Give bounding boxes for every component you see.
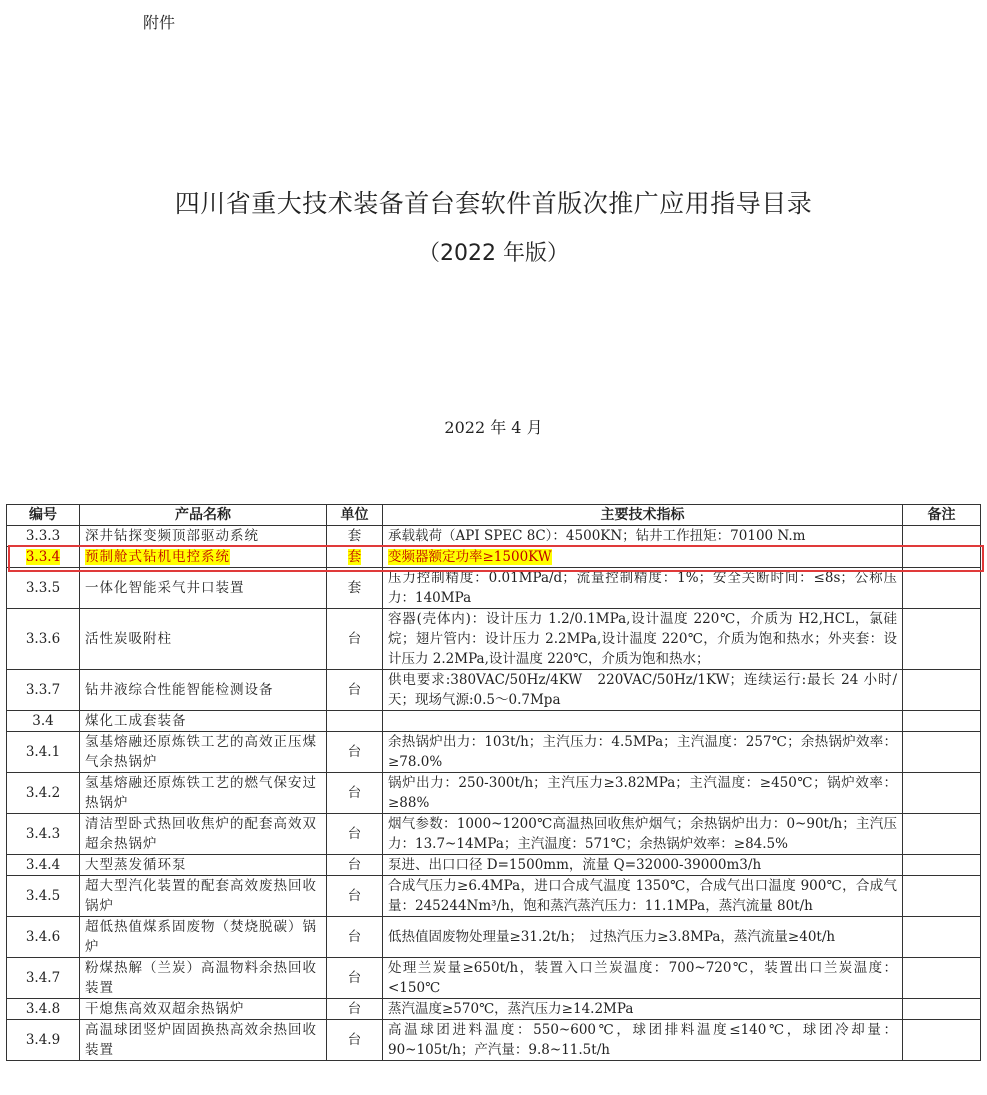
column-header-remarks: 备注 (903, 505, 981, 526)
cell-number: 3.4.1 (7, 732, 80, 773)
cell-number: 3.3.7 (7, 670, 80, 711)
cell-number: 3.4.2 (7, 773, 80, 814)
cell-product-name: 一体化智能采气井口装置 (80, 568, 327, 609)
cell-product-name: 氢基熔融还原炼铁工艺的燃气保安过热锅炉 (80, 773, 327, 814)
cell-remarks (903, 958, 981, 999)
cell-number: 3.4.5 (7, 876, 80, 917)
cell-remarks (903, 670, 981, 711)
cell-unit: 台 (327, 732, 383, 773)
table-row (7, 814, 981, 855)
cell-number: 3.3.3 (7, 526, 80, 547)
table-row (7, 855, 981, 876)
catalog-table (6, 504, 981, 1061)
cell-unit (327, 711, 383, 732)
cell-product-name: 超低热值煤系固废物（焚烧脱碳）锅炉 (80, 917, 327, 958)
cell-unit: 套 (327, 526, 383, 547)
cell-tech-spec: 烟气参数：1000~1200℃高温热回收焦炉烟气；余热锅炉出力：0~90t/h；主汽压力：13.7~14MPa；主汽温度：571℃；余热锅炉效率：≥84.5% (383, 814, 903, 855)
cell-remarks (903, 999, 981, 1020)
highlighted-text: 套 (347, 549, 362, 565)
cell-tech-spec: 泵进、出口口径 D=1500mm，流量 Q=32000-39000m3/h (383, 855, 903, 876)
cell-unit (327, 547, 383, 568)
cell-tech-spec: 锅炉出力：250-300t/h；主汽压力≥3.82MPa；主汽温度：≥450℃；锅炉效率：≥88% (383, 773, 903, 814)
table-row (7, 568, 981, 609)
cell-tech-spec: 蒸汽温度≥570℃，蒸汽压力≥14.2MPa (383, 999, 903, 1020)
cell-remarks (903, 1020, 981, 1061)
cell-unit: 台 (327, 670, 383, 711)
cell-tech-spec (383, 711, 903, 732)
cell-number: 3.4.4 (7, 855, 80, 876)
cell-tech-spec: 高温球团进料温度：550~600℃，球团排料温度≤140℃，球团冷却量：90~105t/h；产汽量：9.8~11.5t/h (383, 1020, 903, 1061)
cell-remarks (903, 526, 981, 547)
cell-number: 3.4.7 (7, 958, 80, 999)
cell-number: 3.3.5 (7, 568, 80, 609)
cell-remarks (903, 814, 981, 855)
highlighted-text: 预制舱式钻机电控系统 (85, 549, 230, 565)
cell-remarks (903, 711, 981, 732)
edition-label: （2022 年版） (418, 241, 569, 266)
cell-tech-spec: 供电要求:380VAC/50Hz/4KW 220VAC/50Hz/1KW；连续运行:最长 24 小时/天；现场气源:0.5～0.7Mpa (383, 670, 903, 711)
table-row (7, 876, 981, 917)
column-header-tech-spec: 主要技术指标 (383, 505, 903, 526)
cell-number (7, 547, 80, 568)
cell-number: 3.4.3 (7, 814, 80, 855)
cell-tech-spec: 承载载荷（API SPEC 8C）：4500KN；钻井工作扭矩：70100 N.m (383, 526, 903, 547)
cell-tech-spec (383, 547, 903, 568)
cell-unit: 台 (327, 609, 383, 670)
cell-remarks (903, 609, 981, 670)
cell-tech-spec: 处理兰炭量≥650t/h，装置入口兰炭温度：700~720℃，装置出口兰炭温度：<150℃ (383, 958, 903, 999)
cell-unit: 台 (327, 876, 383, 917)
cell-product-name: 大型蒸发循环泵 (80, 855, 327, 876)
cell-number: 3.4.9 (7, 1020, 80, 1061)
cell-number: 3.3.6 (7, 609, 80, 670)
column-header-number: 编号 (7, 505, 80, 526)
cell-tech-spec: 合成气压力≥6.4MPa，进口合成气温度 1350℃，合成气出口温度 900℃，合成气量：245244Nm³/h，饱和蒸汽蒸汽压力：11.1MPa，蒸汽流量 80t/h (383, 876, 903, 917)
cell-product-name (80, 547, 327, 568)
cell-product-name: 高温球团竖炉固固换热高效余热回收装置 (80, 1020, 327, 1061)
cell-remarks (903, 568, 981, 609)
cell-unit: 台 (327, 1020, 383, 1061)
cell-product-name: 清洁型卧式热回收焦炉的配套高效双超余热锅炉 (80, 814, 327, 855)
cell-remarks (903, 773, 981, 814)
cell-product-name: 氢基熔融还原炼铁工艺的高效正压煤气余热锅炉 (80, 732, 327, 773)
document-title: 四川省重大技术装备首台套软件首版次推广应用指导目录 (174, 189, 813, 218)
cell-unit: 台 (327, 999, 383, 1020)
cell-product-name: 干熄焦高效双超余热锅炉 (80, 999, 327, 1020)
table-row (7, 670, 981, 711)
table-header-row (7, 505, 981, 526)
cell-remarks (903, 732, 981, 773)
cell-product-name: 钻井液综合性能智能检测设备 (80, 670, 327, 711)
table-row (7, 609, 981, 670)
table-row (7, 999, 981, 1020)
cell-unit: 套 (327, 568, 383, 609)
table-row (7, 917, 981, 958)
cell-number: 3.4 (7, 711, 80, 732)
cell-tech-spec: 压力控制精度：0.01MPa/d；流量控制精度：1%；安全关断时间：≤8s；公称压力：140MPa (383, 568, 903, 609)
table-row (7, 732, 981, 773)
table-row (7, 1020, 981, 1061)
cell-unit: 台 (327, 917, 383, 958)
cell-unit: 台 (327, 773, 383, 814)
cell-product-name: 粉煤热解（兰炭）高温物料余热回收装置 (80, 958, 327, 999)
cell-product-name: 深井钻探变频顶部驱动系统 (80, 526, 327, 547)
table-row-highlighted (7, 547, 981, 568)
cell-number: 3.4.6 (7, 917, 80, 958)
cell-remarks (903, 547, 981, 568)
cell-product-name: 活性炭吸附柱 (80, 609, 327, 670)
cell-remarks (903, 917, 981, 958)
column-header-unit: 单位 (327, 505, 383, 526)
cell-remarks (903, 876, 981, 917)
cell-remarks (903, 855, 981, 876)
cell-product-name: 煤化工成套装备 (80, 711, 327, 732)
table-row (7, 958, 981, 999)
table-row (7, 773, 981, 814)
cell-tech-spec: 容器(壳体内)：设计压力 1.2/0.1MPa,设计温度 220℃，介质为 H2,HCL，氯硅烷；翅片管内：设计压力 2.2MPa,设计温度 220℃，介质为饱和热水；外夹套：设计压力 2.2MPa,设计温度 220℃，介质为饱和热水； (383, 609, 903, 670)
cell-number: 3.4.8 (7, 999, 80, 1020)
cell-tech-spec: 余热锅炉出力：103t/h；主汽压力：4.5MPa；主汽温度：257℃；余热锅炉效率：≥78.0% (383, 732, 903, 773)
cell-unit: 台 (327, 958, 383, 999)
attachment-label: 附件 (143, 13, 176, 32)
cell-unit: 台 (327, 855, 383, 876)
table-section-row (7, 711, 981, 732)
table-row (7, 526, 981, 547)
highlighted-text: 3.3.4 (25, 549, 61, 565)
column-header-product-name: 产品名称 (80, 505, 327, 526)
cell-product-name: 超大型汽化装置的配套高效废热回收锅炉 (80, 876, 327, 917)
highlighted-text: 变频器额定功率≥1500KW (388, 549, 552, 565)
cell-unit: 台 (327, 814, 383, 855)
publish-date: 2022 年 4 月 (444, 418, 543, 437)
cell-tech-spec: 低热值固废物处理量≥31.2t/h； 过热汽压力≥3.8MPa，蒸汽流量≥40t/h (383, 917, 903, 958)
